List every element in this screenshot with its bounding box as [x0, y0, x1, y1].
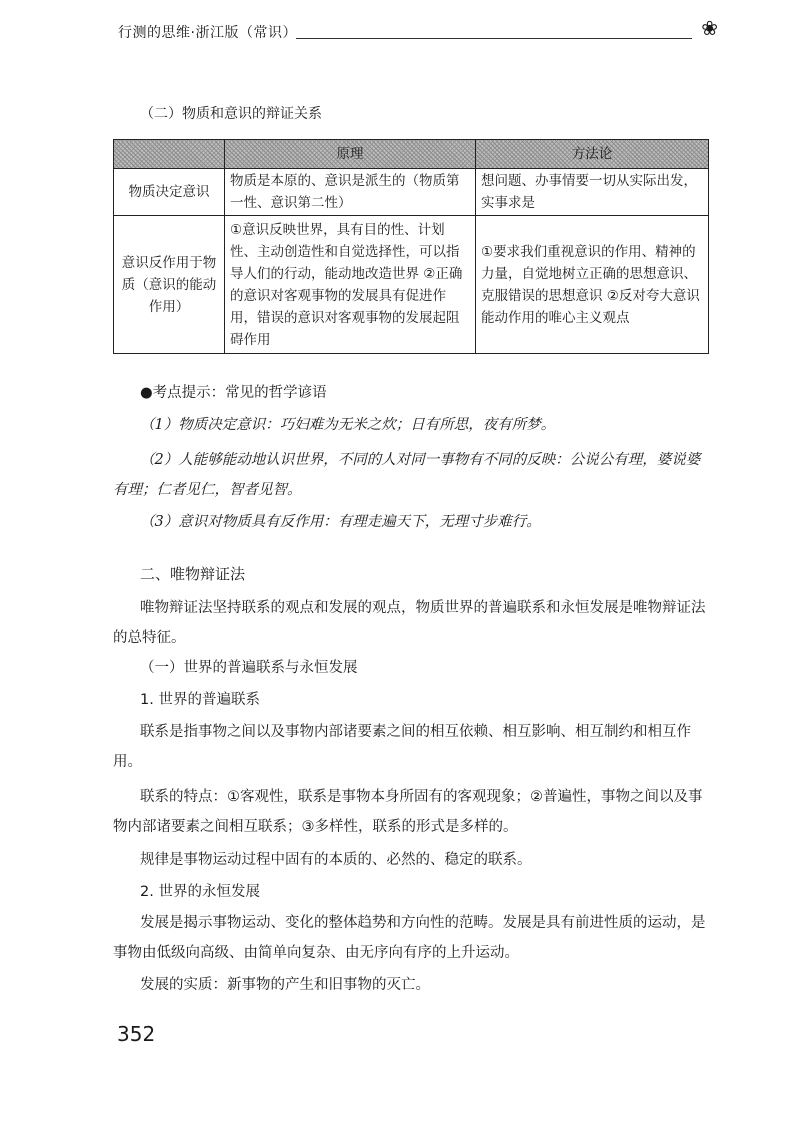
row-label: 意识反作用于物质（意识的能动作用）: [114, 216, 225, 354]
row-method: ①要求我们重视意识的作用、精神的力量，自觉地树立正确的思想意识、克服错误的思想意识 ②反对夸大意识能动作用的唯心主义观点: [476, 216, 709, 354]
dialectic-table: [113, 139, 709, 354]
header-title: 行测的思维·浙江版（常识）: [118, 25, 297, 41]
tips-title: ●考点提示：常见的哲学谚语: [140, 385, 327, 401]
table-row: [114, 216, 709, 354]
running-header: [118, 16, 718, 46]
row-principle: 物质是本原的、意识是派生的（物质第一性、意识第二性）: [225, 169, 476, 216]
tip-item-2: （2）人能够能动地认识世界，不同的人对同一事物有不同的反映：公说公有理，婆说婆有理；仁者见仁，智者见智。: [113, 452, 701, 498]
part2-heading: 二、唯物辩证法: [140, 565, 246, 583]
paragraph-5: 发展的实质：新事物的产生和旧事物的灭亡。: [140, 977, 430, 993]
row-method: 想问题、办事情要一切从实际出发，实事求是: [476, 169, 709, 216]
table-header-row: [114, 140, 709, 169]
paragraph-1: 联系是指事物之间以及事物内部诸要素之间的相互依赖、相互影响、相互制约和相互作用。: [113, 724, 691, 770]
table-row: [114, 169, 709, 216]
page-number: 352: [117, 1022, 156, 1046]
paragraph-2: 联系的特点：①客观性，联系是事物本身所固有的客观现象；②普遍性，事物之间以及事物内部诸要素之间相互联系；③多样性，联系的形式是多样的。: [113, 789, 703, 835]
heading-2: 2. 世界的永恒发展: [140, 884, 260, 900]
table-header-principle: 原理: [225, 140, 476, 169]
table-header-blank: [114, 140, 225, 169]
paragraph-4: 发展是揭示事物运动、变化的整体趋势和方向性的范畴。发展是具有前进性质的运动，是事物由低级向高级、由简单向复杂、由无序向有序的上升运动。: [113, 915, 706, 961]
heading-1: 1. 世界的普遍联系: [140, 692, 260, 708]
row-label: 物质决定意识: [114, 169, 225, 216]
tip-item-1: （1）物质决定意识：巧妇难为无米之炊；日有所思，夜有所梦。: [140, 417, 556, 433]
subsection-title: （一）世界的普遍联系与永恒发展: [140, 660, 358, 676]
part2-intro: 唯物辩证法坚持联系的观点和发展的观点，物质世界的普遍联系和永恒发展是唯物辩证法的总特征。: [113, 600, 706, 646]
tip-item-3: （3）意识对物质具有反作用：有理走遍天下，无理寸步难行。: [140, 514, 541, 530]
table-header-method: 方法论: [476, 140, 709, 169]
section-title: （二）物质和意识的辩证关系: [140, 106, 322, 122]
paragraph-3: 规律是事物运动过程中固有的本质的、必然的、稳定的联系。: [140, 852, 532, 868]
sprout-icon: ❀: [701, 16, 718, 40]
row-principle: ①意识反映世界，具有目的性、计划性、主动创造性和自觉选择性，可以指导人们的行动，能动地改造世界 ②正确的意识对客观事物的发展具有促进作用，错误的意识对客观事物的发展起阻碍作用: [225, 216, 476, 354]
header-rule: [296, 38, 692, 39]
